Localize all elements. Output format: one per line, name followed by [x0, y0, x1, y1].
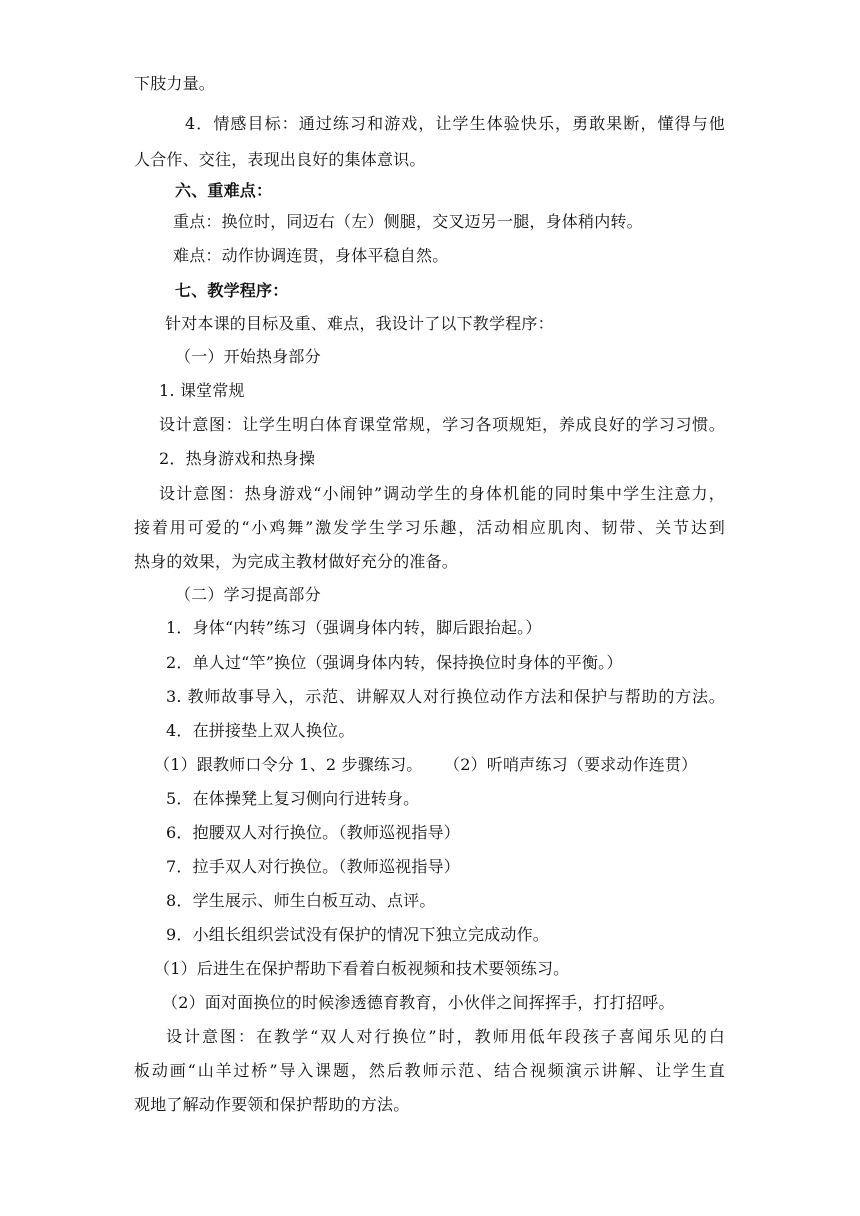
text-line: 8．学生展示、师生白板互动、点评。 — [166, 891, 436, 910]
text-line: 接着用可爱的“小鸡舞”激发学生学习乐趣，活动相应肌肉、韧带、关节达到 — [134, 518, 725, 537]
text-line: 下肢力量。 — [134, 74, 216, 93]
text-line: 1．身体“内转”练习（强调身体内转，脚后跟抬起。） — [166, 618, 542, 637]
text-line: 人合作、交往，表现出良好的集体意识。 — [134, 150, 426, 169]
text-line: 2．热身游戏和热身操 — [159, 449, 316, 468]
text-line: 7．拉手双人对行换位。（教师巡视指导） — [166, 857, 460, 876]
text-line: 观地了解动作要领和保护帮助的方法。 — [134, 1095, 410, 1114]
text-line: 5．在体操凳上复习侧向行进转身。 — [166, 789, 420, 808]
text-line: （2）面对面换位的时候渗透德育教育，小伙伴之间挥挥手，打打招呼。 — [162, 993, 675, 1012]
text-line: （1）跟教师口令分 1、2 步骤练习。 — [154, 755, 423, 774]
text-line: 3. 教师故事导入，示范、讲解双人对行换位动作方法和保护与帮助的方法。 — [166, 687, 725, 706]
text-line: （2）听哨声练习（要求动作连贯） — [444, 755, 698, 774]
text-line: 热身的效果，为完成主教材做好充分的准备。 — [134, 552, 459, 571]
text-line: 4．在拼接垫上双人换位。 — [166, 721, 355, 740]
subsection-heading: （一）开始热身部分 — [175, 347, 321, 366]
text-line: 设计意图：让学生明白体育课堂常规，学习各项规矩，养成良好的学习习惯。 — [159, 415, 725, 434]
text-line: 设计意图：热身游戏“小闹钟”调动学生的身体机能的同时集中学生注意力， — [159, 484, 725, 503]
section-heading: 六、重难点： — [175, 181, 273, 200]
text-line: 板动画“山羊过桥”导入课题，然后教师示范、结合视频演示讲解、让学生直 — [134, 1061, 725, 1080]
text-line: （1）后进生在保护帮助下看着白板视频和技术要领练习。 — [154, 959, 570, 978]
subsection-heading: （二）学习提高部分 — [175, 585, 321, 604]
text-line: 1. 课堂常规 — [159, 381, 245, 400]
text-line: 设计意图：在教学“双人对行换位”时，教师用低年段孩子喜闻乐见的白 — [166, 1027, 725, 1046]
text-line: 6．抱腰双人对行换位。（教师巡视指导） — [166, 823, 460, 842]
text-line: 难点：动作协调连贯，身体平稳自然。 — [173, 246, 449, 265]
text-line: 9．小组长组织尝试没有保护的情况下独立完成动作。 — [166, 925, 549, 944]
text-line: 针对本课的目标及重、难点，我设计了以下教学程序： — [165, 314, 554, 333]
text-line: 重点：换位时，同迈右（左）侧腿，交叉迈另一腿，身体稍内转。 — [173, 212, 643, 231]
text-line: 4．情感目标：通过练习和游戏，让学生体验快乐，勇敢果断，懂得与他 — [185, 114, 725, 133]
section-heading: 七、教学程序： — [175, 281, 289, 300]
text-line: 2．单人过“竿”换位（强调身体内转，保持换位时身体的平衡。） — [166, 653, 623, 672]
